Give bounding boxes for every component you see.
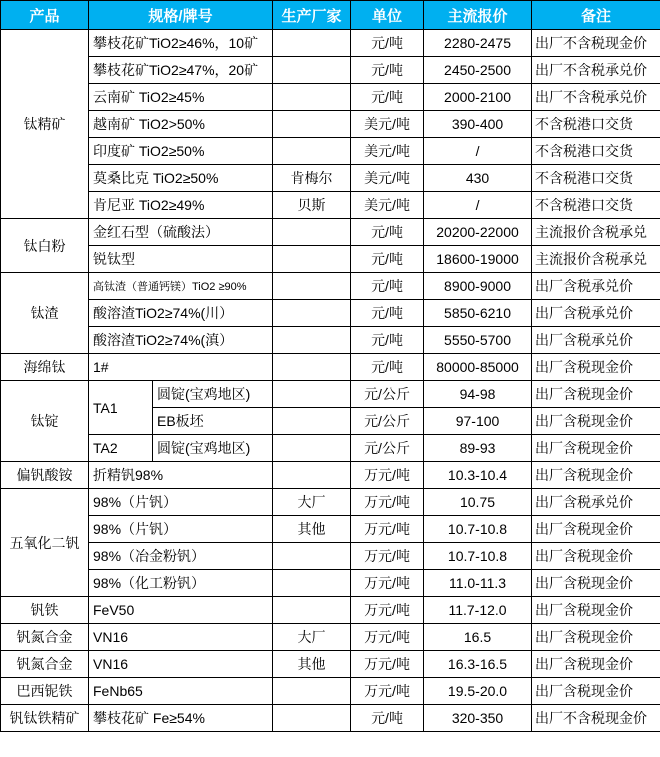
table-row: [1, 705, 660, 732]
product-cell: 钒钛铁精矿: [1, 705, 89, 732]
maker-cell: [273, 462, 351, 489]
product-cell: 海绵钛: [1, 354, 89, 381]
unit-cell: 美元/吨: [351, 111, 424, 138]
spec-cell: 锐钛型: [89, 246, 273, 273]
price-cell: 2450-2500: [424, 57, 532, 84]
maker-cell: [273, 219, 351, 246]
unit-cell: 万元/吨: [351, 543, 424, 570]
table-row: [1, 516, 660, 543]
price-cell: 390-400: [424, 111, 532, 138]
table-row: [1, 597, 660, 624]
table-row: [1, 84, 660, 111]
maker-cell: [273, 354, 351, 381]
maker-cell: [273, 597, 351, 624]
note-cell: 出厂含税现金价: [532, 651, 660, 678]
maker-cell: [273, 678, 351, 705]
unit-cell: 元/公斤: [351, 381, 424, 408]
maker-cell: [273, 435, 351, 462]
table-row: [1, 354, 660, 381]
maker-cell: [273, 138, 351, 165]
table-header: [1, 1, 660, 30]
spec-cell: 攀枝花矿 Fe≥54%: [89, 705, 273, 732]
spec-cell: 高钛渣（普通钙镁）TiO2 ≥90%: [89, 273, 273, 300]
note-cell: 不含税港口交货: [532, 138, 660, 165]
product-cell: 五氧化二钒: [1, 489, 89, 597]
note-cell: 出厂含税现金价: [532, 516, 660, 543]
table-row: [1, 489, 660, 516]
unit-cell: 元/吨: [351, 84, 424, 111]
product-cell: 钛渣: [1, 273, 89, 354]
product-cell: 钛锭: [1, 381, 89, 462]
note-cell: 出厂不含税现金价: [532, 30, 660, 57]
product-cell: 偏钒酸铵: [1, 462, 89, 489]
table-row: [1, 138, 660, 165]
price-cell: 10.3-10.4: [424, 462, 532, 489]
table-row: [1, 165, 660, 192]
unit-cell: 美元/吨: [351, 192, 424, 219]
table-row: [1, 327, 660, 354]
unit-cell: 元/公斤: [351, 408, 424, 435]
spec-cell: 1#: [89, 354, 273, 381]
note-cell: 出厂含税现金价: [532, 543, 660, 570]
note-cell: 出厂含税现金价: [532, 354, 660, 381]
unit-cell: 万元/吨: [351, 462, 424, 489]
unit-cell: 元/吨: [351, 273, 424, 300]
unit-cell: 元/吨: [351, 327, 424, 354]
price-cell: /: [424, 138, 532, 165]
price-cell: 5850-6210: [424, 300, 532, 327]
spec-cell: 莫桑比克 TiO2≥50%: [89, 165, 273, 192]
unit-cell: 万元/吨: [351, 570, 424, 597]
note-cell: 出厂含税现金价: [532, 408, 660, 435]
table-row: [1, 30, 660, 57]
price-cell: 18600-19000: [424, 246, 532, 273]
spec-cell: 98%（片钒）: [89, 516, 273, 543]
spec-cell: 98%（片钒）: [89, 489, 273, 516]
maker-cell: 大厂: [273, 489, 351, 516]
maker-cell: [273, 327, 351, 354]
price-cell: 94-98: [424, 381, 532, 408]
maker-cell: [273, 30, 351, 57]
note-cell: 出厂含税承兑价: [532, 327, 660, 354]
price-cell: 19.5-20.0: [424, 678, 532, 705]
maker-cell: [273, 273, 351, 300]
spec-cell: 印度矿 TiO2≥50%: [89, 138, 273, 165]
note-cell: 出厂不含税承兑价: [532, 84, 660, 111]
price-cell: 8900-9000: [424, 273, 532, 300]
note-cell: 出厂含税现金价: [532, 435, 660, 462]
price-cell: 10.75: [424, 489, 532, 516]
price-cell: 11.7-12.0: [424, 597, 532, 624]
note-cell: 出厂不含税承兑价: [532, 57, 660, 84]
maker-cell: [273, 408, 351, 435]
spec-cell: 折精钒98%: [89, 462, 273, 489]
subspec-cell: 圆锭(宝鸡地区): [153, 435, 273, 462]
spec-cell: 攀枝花矿TiO2≥47%，20矿: [89, 57, 273, 84]
unit-cell: 元/吨: [351, 219, 424, 246]
maker-cell: [273, 246, 351, 273]
unit-cell: 万元/吨: [351, 678, 424, 705]
spec-cell: 98%（化工粉钒）: [89, 570, 273, 597]
table-row: [1, 246, 660, 273]
grade-cell: TA1: [89, 381, 153, 435]
header-col-unit: 单位: [351, 1, 424, 30]
header-col-price: 主流报价: [424, 1, 532, 30]
price-cell: /: [424, 192, 532, 219]
maker-cell: 其他: [273, 651, 351, 678]
price-cell: 430: [424, 165, 532, 192]
spec-cell: FeV50: [89, 597, 273, 624]
unit-cell: 万元/吨: [351, 489, 424, 516]
unit-cell: 美元/吨: [351, 165, 424, 192]
spec-cell: VN16: [89, 651, 273, 678]
note-cell: 出厂含税现金价: [532, 462, 660, 489]
unit-cell: 元/吨: [351, 30, 424, 57]
maker-cell: [273, 381, 351, 408]
note-cell: 出厂含税现金价: [532, 678, 660, 705]
table-row: [1, 624, 660, 651]
unit-cell: 万元/吨: [351, 624, 424, 651]
table-row: [1, 219, 660, 246]
price-cell: 11.0-11.3: [424, 570, 532, 597]
grade-cell: TA2: [89, 435, 153, 462]
product-cell: 钒氮合金: [1, 651, 89, 678]
note-cell: 出厂含税承兑价: [532, 489, 660, 516]
table-row: [1, 273, 660, 300]
header-col-maker: 生产厂家: [273, 1, 351, 30]
table-row: [1, 111, 660, 138]
header-col-product: 产品: [1, 1, 89, 30]
header-col-note: 备注: [532, 1, 660, 30]
table-row: [1, 300, 660, 327]
maker-cell: [273, 84, 351, 111]
subspec-cell: 圆锭(宝鸡地区): [153, 381, 273, 408]
maker-cell: 肯梅尔: [273, 165, 351, 192]
header-row: [1, 1, 660, 30]
price-cell: 10.7-10.8: [424, 516, 532, 543]
note-cell: 主流报价含税承兑: [532, 246, 660, 273]
table-body: [1, 30, 660, 732]
table-row: [1, 543, 660, 570]
product-cell: 巴西铌铁: [1, 678, 89, 705]
maker-cell: [273, 111, 351, 138]
table-row: [1, 678, 660, 705]
spec-cell: 酸溶渣TiO2≥74%(川）: [89, 300, 273, 327]
unit-cell: 美元/吨: [351, 138, 424, 165]
table-row: [1, 435, 660, 462]
note-cell: 出厂含税现金价: [532, 570, 660, 597]
product-cell: 钒氮合金: [1, 624, 89, 651]
maker-cell: [273, 57, 351, 84]
spec-cell: VN16: [89, 624, 273, 651]
price-cell: 320-350: [424, 705, 532, 732]
product-cell: 钛白粉: [1, 219, 89, 273]
price-cell: 16.5: [424, 624, 532, 651]
maker-cell: [273, 570, 351, 597]
unit-cell: 元/吨: [351, 705, 424, 732]
maker-cell: 其他: [273, 516, 351, 543]
note-cell: 出厂不含税现金价: [532, 705, 660, 732]
price-cell: 80000-85000: [424, 354, 532, 381]
unit-cell: 元/公斤: [351, 435, 424, 462]
note-cell: 不含税港口交货: [532, 111, 660, 138]
product-cell: 钒铁: [1, 597, 89, 624]
unit-cell: 元/吨: [351, 300, 424, 327]
subspec-cell: EB板坯: [153, 408, 273, 435]
price-cell: 89-93: [424, 435, 532, 462]
note-cell: 出厂含税承兑价: [532, 273, 660, 300]
maker-cell: 大厂: [273, 624, 351, 651]
price-cell: 2280-2475: [424, 30, 532, 57]
unit-cell: 元/吨: [351, 246, 424, 273]
note-cell: 出厂含税现金价: [532, 381, 660, 408]
maker-cell: [273, 300, 351, 327]
spec-cell: 攀枝花矿TiO2≥46%，10矿: [89, 30, 273, 57]
table-row: [1, 381, 660, 408]
price-cell: 10.7-10.8: [424, 543, 532, 570]
price-cell: 2000-2100: [424, 84, 532, 111]
note-cell: 出厂含税承兑价: [532, 300, 660, 327]
maker-cell: [273, 543, 351, 570]
header-col-spec: 规格/牌号: [89, 1, 273, 30]
unit-cell: 万元/吨: [351, 516, 424, 543]
price-cell: 97-100: [424, 408, 532, 435]
unit-cell: 万元/吨: [351, 597, 424, 624]
table-row: [1, 570, 660, 597]
unit-cell: 元/吨: [351, 57, 424, 84]
note-cell: 主流报价含税承兑: [532, 219, 660, 246]
product-cell: 钛精矿: [1, 30, 89, 219]
table-row: [1, 651, 660, 678]
note-cell: 出厂含税现金价: [532, 597, 660, 624]
maker-cell: 贝斯: [273, 192, 351, 219]
table-row: [1, 462, 660, 489]
table-row: [1, 57, 660, 84]
spec-cell: 98%（冶金粉钒）: [89, 543, 273, 570]
spec-cell: 酸溶渣TiO2≥74%(滇）: [89, 327, 273, 354]
price-cell: 5550-5700: [424, 327, 532, 354]
maker-cell: [273, 705, 351, 732]
spec-cell: 越南矿 TiO2>50%: [89, 111, 273, 138]
price-cell: 16.3-16.5: [424, 651, 532, 678]
spec-cell: 云南矿 TiO2≥45%: [89, 84, 273, 111]
spec-cell: 金红石型（硫酸法）: [89, 219, 273, 246]
price-cell: 20200-22000: [424, 219, 532, 246]
note-cell: 不含税港口交货: [532, 165, 660, 192]
note-cell: 不含税港口交货: [532, 192, 660, 219]
table-row: [1, 192, 660, 219]
unit-cell: 元/吨: [351, 354, 424, 381]
spec-cell: FeNb65: [89, 678, 273, 705]
note-cell: 出厂含税现金价: [532, 624, 660, 651]
spec-cell: 肯尼亚 TiO2≥49%: [89, 192, 273, 219]
unit-cell: 万元/吨: [351, 651, 424, 678]
